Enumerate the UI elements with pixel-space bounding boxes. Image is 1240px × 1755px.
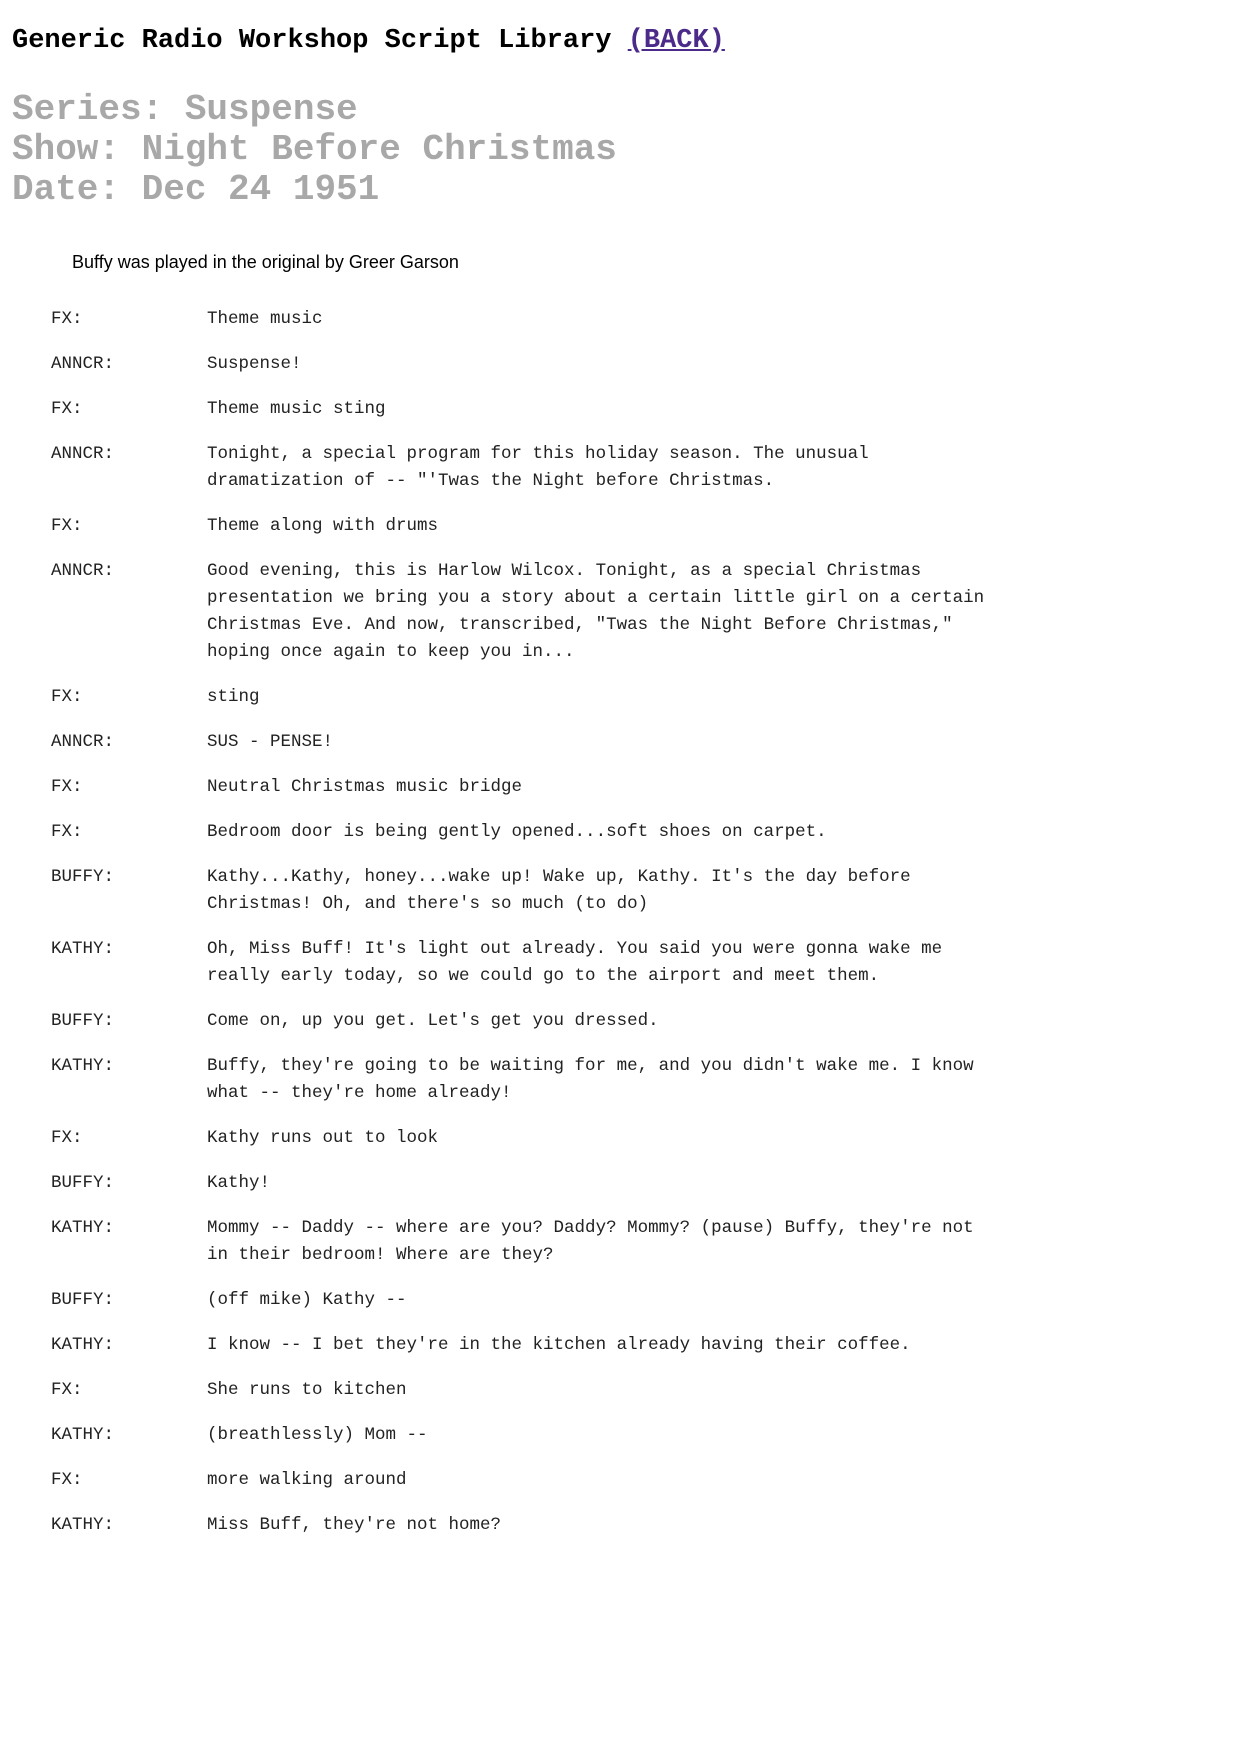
speaker-label: BUFFY: <box>51 1173 115 1193</box>
dialogue-text: Oh, Miss Buff! It's light out already. You said you were gonna wake me really early today, so we could go to the airport and meet them. <box>207 939 943 986</box>
dialogue-text: She runs to kitchen <box>207 1380 407 1400</box>
speaker-label: FX: <box>51 1128 83 1148</box>
script-line <box>51 513 1051 540</box>
speaker-label: ANNCR: <box>51 354 115 374</box>
script-body <box>51 306 1051 1557</box>
speaker-label: FX: <box>51 822 83 842</box>
dialogue-text: (off mike) Kathy -- <box>207 1290 407 1310</box>
speaker-label: KATHY: <box>51 939 115 959</box>
speaker-label: KATHY: <box>51 1056 115 1076</box>
speaker-label: ANNCR: <box>51 561 115 581</box>
speaker-label: FX: <box>51 309 83 329</box>
script-line <box>51 441 1051 495</box>
speaker-label: KATHY: <box>51 1515 115 1535</box>
script-line <box>51 1053 1051 1107</box>
script-line <box>51 729 1051 756</box>
dialogue-text: Kathy runs out to look <box>207 1128 439 1148</box>
dialogue-text: Bedroom door is being gently opened...soft shoes on carpet. <box>207 822 827 842</box>
series-line: Series: Suspense <box>12 89 358 130</box>
dialogue-text: Miss Buff, they're not home? <box>207 1515 502 1535</box>
speaker-label: BUFFY: <box>51 867 115 887</box>
script-line <box>51 1008 1051 1035</box>
script-line <box>51 1170 1051 1197</box>
dialogue-text: Theme music <box>207 309 323 329</box>
dialogue-text: Theme music sting <box>207 399 386 419</box>
speaker-label: FX: <box>51 1380 83 1400</box>
speaker-label: FX: <box>51 1470 83 1490</box>
script-line <box>51 936 1051 990</box>
script-line <box>51 1422 1051 1449</box>
dialogue-text: I know -- I bet they're in the kitchen already having their coffee. <box>207 1335 911 1355</box>
date-line: Date: Dec 24 1951 <box>12 169 380 210</box>
speaker-label: KATHY: <box>51 1218 115 1238</box>
script-meta <box>12 90 617 210</box>
speaker-label: KATHY: <box>51 1425 115 1445</box>
dialogue-text: sting <box>207 687 260 707</box>
speaker-label: ANNCR: <box>51 732 115 752</box>
script-line <box>51 351 1051 378</box>
dialogue-text: Kathy! <box>207 1173 271 1193</box>
script-line <box>51 864 1051 918</box>
script-line <box>51 1467 1051 1494</box>
script-line <box>51 774 1051 801</box>
script-line <box>51 1512 1051 1539</box>
script-line <box>51 1377 1051 1404</box>
script-line <box>51 1125 1051 1152</box>
dialogue-text: Theme along with drums <box>207 516 439 536</box>
dialogue-text: more walking around <box>207 1470 407 1490</box>
script-line <box>51 306 1051 333</box>
dialogue-text: Kathy...Kathy, honey...wake up! Wake up, Kathy. It's the day before Christmas! Oh, and there's so much (to do) <box>207 867 911 914</box>
dialogue-text: Good evening, this is Harlow Wilcox. Tonight, as a special Christmas presentation we bring you a story about a certain little girl on a certain Christmas Eve. And now, transcribed, "Twas the Night Before Christmas," hoping once again to keep you in... <box>207 561 985 662</box>
speaker-label: FX: <box>51 516 83 536</box>
dialogue-text: Come on, up you get. Let's get you dressed. <box>207 1011 659 1031</box>
dialogue-text: Neutral Christmas music bridge <box>207 777 523 797</box>
speaker-label: FX: <box>51 777 83 797</box>
back-link[interactable]: (BACK) <box>627 26 725 56</box>
dialogue-text: (breathlessly) Mom -- <box>207 1425 428 1445</box>
script-line <box>51 1287 1051 1314</box>
speaker-label: BUFFY: <box>51 1290 115 1310</box>
speaker-label: BUFFY: <box>51 1011 115 1031</box>
dialogue-text: Buffy, they're going to be waiting for me, and you didn't wake me. I know what -- they're home already! <box>207 1056 974 1103</box>
speaker-label: FX: <box>51 687 83 707</box>
script-line <box>51 684 1051 711</box>
script-line <box>51 558 1051 666</box>
cast-note: Buffy was played in the original by Greer Garson <box>72 252 459 272</box>
dialogue-text: Suspense! <box>207 354 302 374</box>
speaker-label: FX: <box>51 399 83 419</box>
library-title: Generic Radio Workshop Script Library <box>12 26 612 56</box>
dialogue-text: Mommy -- Daddy -- where are you? Daddy? Mommy? (pause) Buffy, they're not in their bedroom! Where are they? <box>207 1218 974 1265</box>
page-header <box>12 26 725 56</box>
script-line <box>51 1215 1051 1269</box>
speaker-label: KATHY: <box>51 1335 115 1355</box>
speaker-label: ANNCR: <box>51 444 115 464</box>
script-line <box>51 819 1051 846</box>
script-line <box>51 1332 1051 1359</box>
show-line: Show: Night Before Christmas <box>12 129 617 170</box>
dialogue-text: SUS - PENSE! <box>207 732 334 752</box>
dialogue-text: Tonight, a special program for this holiday season. The unusual dramatization of -- "'Twas the Night before Christmas. <box>207 444 869 491</box>
script-line <box>51 396 1051 423</box>
